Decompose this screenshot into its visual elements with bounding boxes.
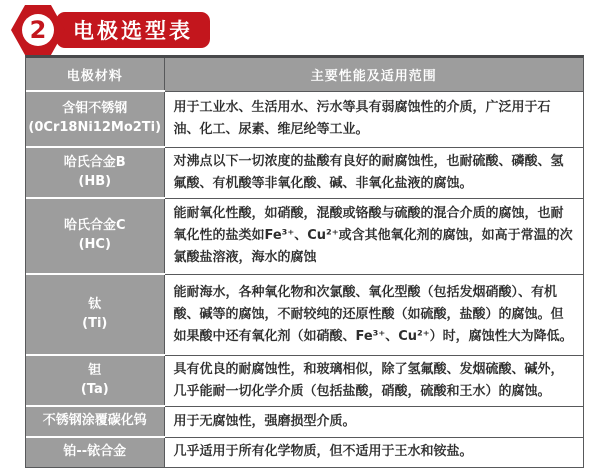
column-header-material: 电极材料	[26, 58, 164, 91]
material-sub: (HB)	[78, 173, 112, 189]
material-sub: (HC)	[78, 237, 111, 252]
table-row	[26, 198, 583, 274]
table-header-row	[26, 58, 583, 91]
description-cell: 具有优良的耐腐蚀性，和玻璃相似，除了氢氟酸、发烟硫酸、碱外，几乎能耐一切化学介质（包括盐酸，硝酸，硫酸和王水）的腐蚀。	[164, 355, 583, 406]
step-badge	[11, 5, 65, 55]
description-cell: 对沸点以下一切浓度的盐酸有良好的耐腐蚀性，也耐硫酸、磷酸、氢氟酸、有机酸等非氧化酸、碱、非氧化盐液的腐蚀。	[164, 147, 583, 198]
page-title: 电极选型表	[73, 19, 193, 43]
material-name: 钛	[88, 296, 102, 312]
material-cell	[26, 274, 164, 355]
column-header-description: 主要性能及适用范围	[164, 58, 583, 91]
step-number: 2	[29, 16, 47, 44]
material-name: 不锈钢涂覆碳化钨	[42, 413, 147, 429]
material-name: 钽	[88, 362, 102, 378]
description-cell: 能耐氧化性酸，如硝酸，混酸或铬酸与硫酸的混合介质的腐蚀，也耐氧化性的盐类如Fe³⁺、Cu²⁺或含其他氧化剂的腐蚀，如高于常温的次氯酸盐溶液，海水的腐蚀	[164, 198, 583, 274]
material-sub: (Ta)	[80, 381, 109, 397]
material-cell	[26, 406, 164, 437]
table-row	[26, 406, 583, 437]
table-row	[26, 91, 583, 147]
description-cell: 几乎适用于所有化学物质，但不适用于王水和铵盐。	[164, 437, 583, 467]
material-cell	[26, 198, 164, 274]
title-ribbon	[56, 12, 210, 48]
description-cell: 用于无腐蚀性，强磨损型介质。	[164, 406, 583, 437]
material-name: 铂--铱合金	[63, 444, 127, 460]
table-row	[26, 274, 583, 355]
description-cell: 用于工业水、生活用水、污水等具有弱腐蚀性的介质，广泛用于石油、化工、尿素、维尼纶等工业。	[164, 91, 583, 147]
table-row	[26, 437, 583, 467]
material-cell	[26, 147, 164, 198]
material-name: 哈氏合金C	[63, 218, 126, 234]
material-sub: (Ti)	[82, 315, 108, 331]
description-cell: 能耐海水，各种氧化物和次氯酸、氧化型酸（包括发烟硝酸）、有机酸、碱等的腐蚀，不耐较纯的还原性酸（如硫酸，盐酸）的腐蚀。但如果酸中还有氧化剂（如硝酸、Fe³⁺、Cu²⁺）时，腐蚀性大为降低。	[164, 274, 583, 355]
material-name: 含钼不锈钢	[62, 101, 128, 117]
step-number-circle	[22, 14, 54, 46]
electrode-table	[25, 55, 584, 468]
material-cell	[26, 355, 164, 406]
material-sub: (0Cr18Ni12Mo2Ti)	[28, 120, 162, 135]
material-cell	[26, 91, 164, 147]
material-name: 哈氏合金B	[63, 154, 126, 170]
table-row	[26, 147, 583, 198]
table-row	[26, 355, 583, 406]
material-cell	[26, 437, 164, 467]
